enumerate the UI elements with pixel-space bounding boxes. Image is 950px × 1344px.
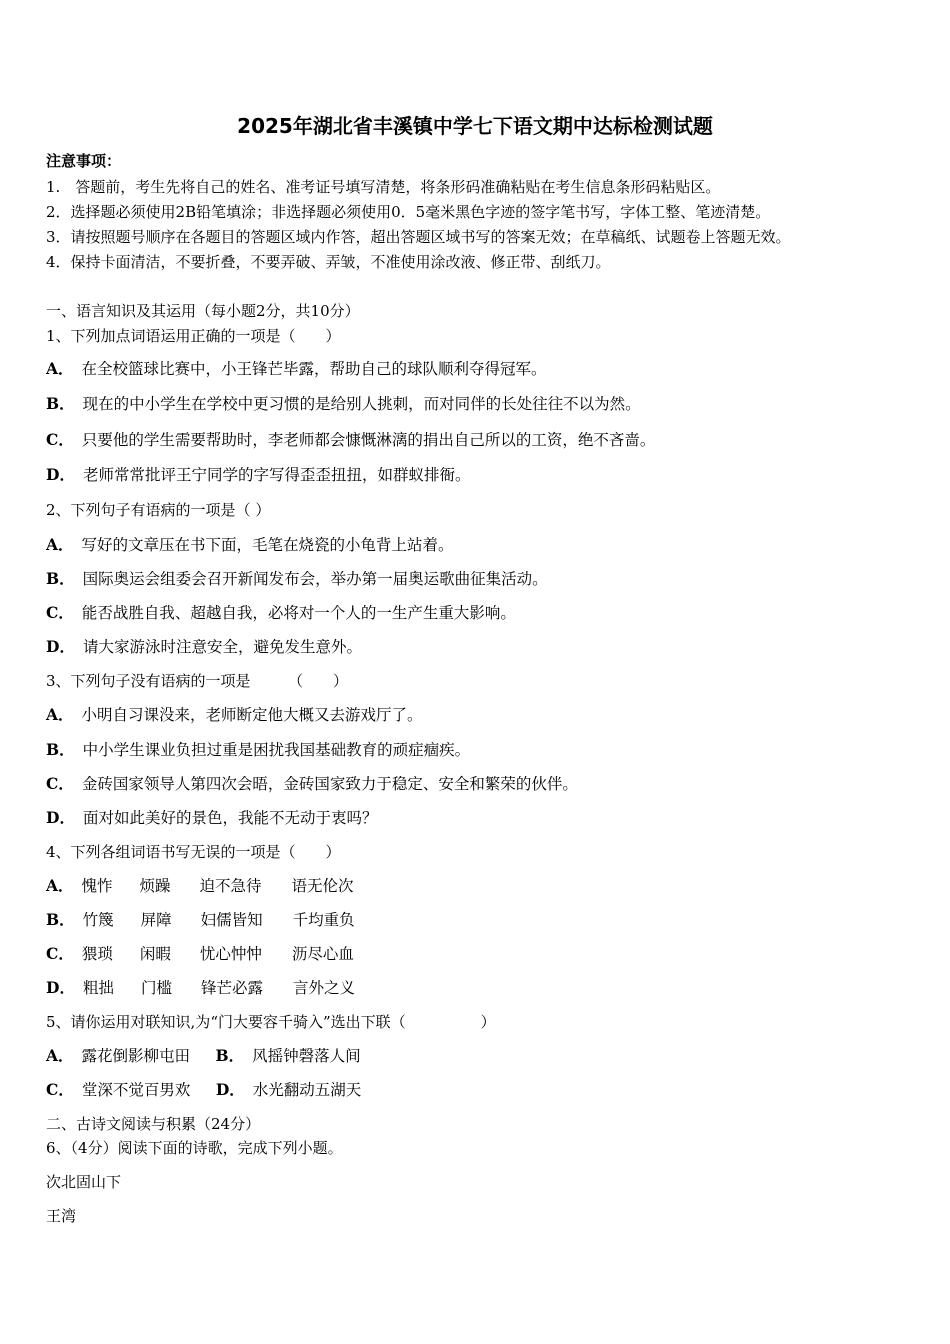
question-2-option-d: D． 请大家游泳时注意安全，避免发生意外。 <box>46 637 362 656</box>
question-5-stem: 5、请你运用对联知识,为“门大要容千骑入”选出下联（ ） <box>46 1013 496 1031</box>
page-title: 2025年湖北省丰溪镇中学七下语文期中达标检测试题 <box>237 114 713 138</box>
notice-item-1: 1. 答题前，考生先将自己的姓名、准考证号填写清楚，将条形码准确粘贴在考生信息条形码粘贴区。 <box>46 178 721 196</box>
notice-item-4: 4．保持卡面清洁，不要折叠，不要弄破、弄皱，不准使用涂改液、修正带、刮纸刀。 <box>46 253 611 271</box>
notice-item-3: 3．请按照题号顺序在各题目的答题区域内作答，超出答题区域书写的答案无效；在草稿纸、试题卷上答题无效。 <box>46 228 791 246</box>
section-2-heading: 二、古诗文阅读与积累（24分） <box>46 1115 261 1133</box>
question-4-option-b: B． 竹篾 屏障 妇儒皆知 千均重负 <box>46 910 355 929</box>
question-2-stem: 2、下列句子有语病的一项是（ ） <box>46 501 271 519</box>
question-4-option-a: A． 愧怍 烦躁 迫不急待 语无伦次 <box>46 876 354 895</box>
notice-heading: 注意事项： <box>46 152 122 170</box>
question-3-option-c: C． 金砖国家领导人第四次会晤，金砖国家致力于稳定、安全和繁荣的伙伴。 <box>46 774 578 793</box>
section-1-heading: 一、语言知识及其运用（每小题2分，共10分） <box>46 302 360 320</box>
poem-title: 次北固山下 <box>46 1173 122 1191</box>
poem-author: 王湾 <box>46 1207 77 1225</box>
question-1-option-d: D． 老师常常批评王宁同学的字写得歪歪扭扭，如群蚁排衙。 <box>46 465 471 484</box>
question-1-option-b: B． 现在的中小学生在学校中更习惯的是给别人挑刺，而对同伴的长处往往不以为然。 <box>46 394 641 413</box>
question-3-option-b: B． 中小学生课业负担过重是困扰我国基础教育的顽症痼疾。 <box>46 740 471 759</box>
question-1-option-a: A． 在全校篮球比赛中，小王锋芒毕露，帮助自己的球队顺利夺得冠军。 <box>46 359 547 378</box>
question-6-stem: 6、（4分）阅读下面的诗歌，完成下列小题。 <box>46 1139 343 1157</box>
question-2-option-b: B． 国际奥运会组委会召开新闻发布会，举办第一届奥运歌曲征集活动。 <box>46 569 548 588</box>
question-4-option-c: C． 猥琐 闲暇 忧心忡忡 沥尽心血 <box>46 944 354 963</box>
question-4-option-d: D． 粗拙 门槛 锋芒必露 言外之义 <box>46 978 355 997</box>
notice-item-2: 2．选择题必须使用2B铅笔填涂；非选择题必须使用0．5毫米黑色字迹的签字笔书写，字体工整、笔迹清楚。 <box>46 203 771 221</box>
question-1-option-c: C． 只要他的学生需要帮助时，李老师都会慷慨淋漓的捐出自己所以的工资，绝不吝啬。 <box>46 430 656 449</box>
question-5-options-row-2: C． 堂深不觉百男欢 D． 水光翻动五湖天 <box>46 1080 362 1099</box>
question-3-stem: 3、下列句子没有语病的一项是 （ ） <box>46 672 349 690</box>
question-2-option-a: A． 写好的文章压在书下面，毛笔在烧瓷的小龟背上站着。 <box>46 535 454 554</box>
question-3-option-d: D． 面对如此美好的景色，我能不无动于衷吗？ <box>46 808 378 827</box>
question-4-stem: 4、下列各组词语书写无误的一项是（ ） <box>46 843 341 861</box>
question-1-stem: 1、下列加点词语运用正确的一项是（ ） <box>46 327 341 345</box>
question-5-options-row-1: A． 露花倒影柳屯田 B． 风摇钟磬落人间 <box>46 1046 361 1065</box>
question-2-option-c: C． 能否战胜自我、超越自我，必将对一个人的一生产生重大影响。 <box>46 603 516 622</box>
question-3-option-a: A． 小明自习课没来，老师断定他大概又去游戏厅了。 <box>46 705 423 724</box>
